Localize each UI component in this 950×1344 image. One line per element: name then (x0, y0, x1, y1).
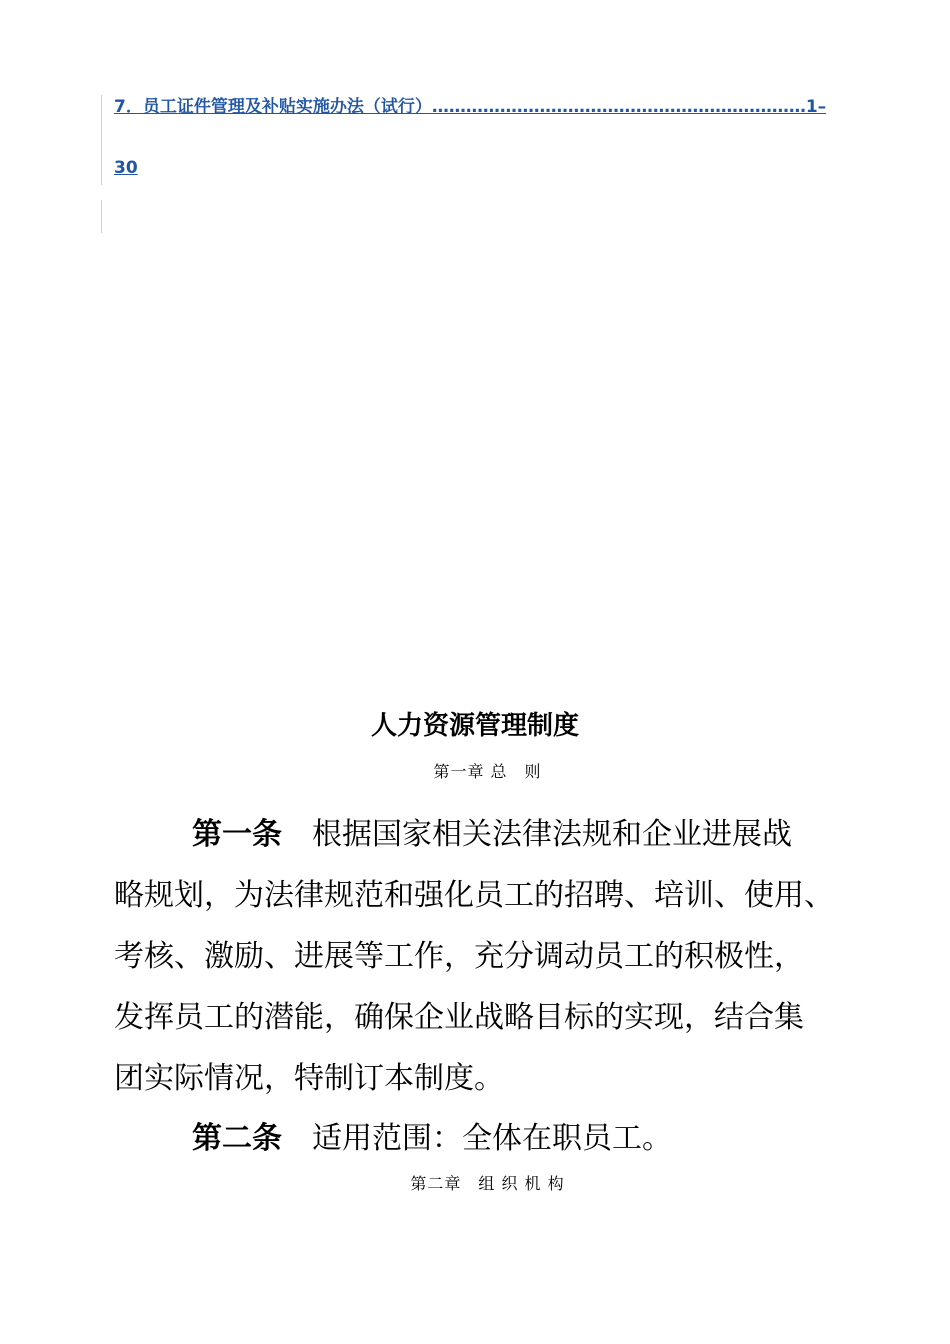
chapter-one-heading: 第一章 总 则 (433, 762, 542, 781)
article-one (114, 804, 894, 1109)
article-two (114, 1108, 894, 1169)
article-one-text-line: 根据国家相关法律法规和企业进展战 (312, 817, 792, 852)
article-two-line (114, 1108, 894, 1169)
article-two-label: 第二条 (192, 1121, 282, 1156)
toc-margin-rule-lower (101, 200, 102, 233)
chapter-two-heading: 第二章 组 织 机 构 (410, 1174, 565, 1193)
toc-margin-rule (101, 95, 102, 185)
article-one-text-line: 考核、激励、进展等工作，充分调动员工的积极性， (114, 939, 804, 974)
article-one-text-line: 略规划，为法律规范和强化员工的招聘、培训、使用、 (114, 878, 834, 913)
toc-entry-page-link[interactable]: 30 (114, 158, 138, 178)
article-one-text-line: 发挥员工的潜能，确保企业战略目标的实现，结合集 (114, 1000, 804, 1035)
article-one-text-line: 团实际情况，特制订本制度。 (114, 1061, 504, 1096)
article-two-text: 适用范围：全体在职员工。 (312, 1121, 672, 1156)
article-one-first-line (114, 804, 894, 865)
toc-entry-link[interactable]: 7．员工证件管理及补贴实施办法（试行）…………………………………………………………1– (114, 97, 827, 117)
document-title: 人力资源管理制度 (370, 711, 579, 741)
article-one-label: 第一条 (192, 817, 282, 852)
